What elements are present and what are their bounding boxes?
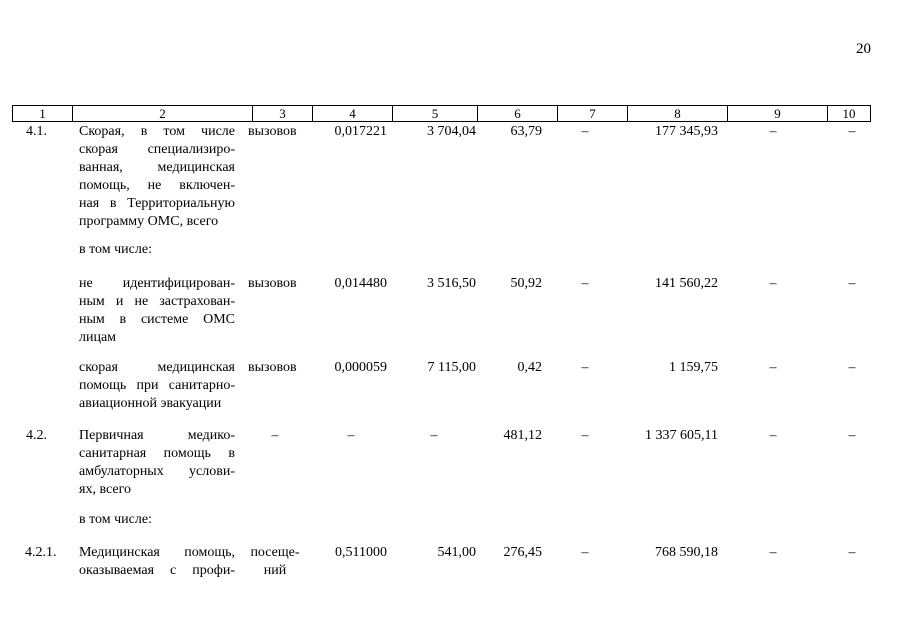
table-header-row [12, 105, 871, 123]
row-description [79, 544, 235, 580]
header-col-7: 7 [557, 105, 628, 122]
row-code: 4.2.1. [25, 545, 57, 560]
row-col5: 7 115,00 [427, 360, 476, 375]
row-col9: – [769, 276, 777, 291]
row-col5: 541,00 [437, 545, 476, 560]
row-unit: вызовов [248, 124, 297, 139]
row-code: 4.2. [26, 428, 47, 443]
desc-line: ванная, медицинская [79, 160, 235, 175]
desc-line: авиационной эвакуации [79, 396, 222, 411]
header-col-10: 10 [827, 105, 871, 122]
row-description [79, 123, 235, 231]
row-unit: – [271, 428, 279, 443]
row-col10: – [848, 276, 856, 291]
row-col8: 1 159,75 [669, 360, 718, 375]
desc-line: ная в Территориальную [79, 196, 235, 211]
row-col9: – [769, 428, 777, 443]
desc-line: амбулаторных услови- [79, 464, 235, 479]
desc-line: не идентифицирован- [79, 276, 235, 291]
row-col6: 276,45 [503, 545, 542, 560]
desc-line: программу ОМС, всего [79, 214, 219, 229]
row-unit [246, 544, 304, 580]
row-col10: – [848, 428, 856, 443]
row-col7: – [581, 360, 589, 375]
row-col4: 0,511000 [335, 545, 387, 560]
row-unit-line: посеще- [250, 545, 300, 560]
desc-line: скорая специализиро- [79, 142, 235, 157]
row-col4: 0,017221 [334, 124, 387, 139]
header-col-1: 1 [12, 105, 73, 122]
row-col10: – [848, 545, 856, 560]
row-col7: – [581, 124, 589, 139]
row-col4: 0,014480 [334, 276, 387, 291]
row-col5: – [430, 428, 438, 443]
row-col7: – [581, 276, 589, 291]
desc-line: ях, всего [79, 482, 131, 497]
row-description [79, 275, 235, 347]
header-col-3: 3 [252, 105, 313, 122]
sub-label: в том числе: [79, 242, 152, 257]
header-col-5: 5 [392, 105, 478, 122]
row-col5: 3 516,50 [427, 276, 476, 291]
row-col4: 0,000059 [334, 360, 387, 375]
desc-line: лицам [79, 330, 117, 345]
row-col6: 50,92 [510, 276, 542, 291]
header-col-9: 9 [727, 105, 828, 122]
desc-line: санитарная помощь в [79, 446, 235, 461]
row-col9: – [769, 360, 777, 375]
row-col9: – [769, 124, 777, 139]
row-col9: – [769, 545, 777, 560]
desc-line: Первичная медико- [79, 428, 235, 443]
header-col-6: 6 [477, 105, 558, 122]
row-col7: – [581, 545, 589, 560]
desc-line: помощь, не включен- [79, 178, 235, 193]
desc-line: помощь при санитарно- [79, 378, 235, 393]
header-col-4: 4 [312, 105, 393, 122]
row-unit-line: ний [263, 563, 287, 578]
row-col8: 1 337 605,11 [645, 428, 718, 443]
desc-line: Скорая, в том числе [79, 124, 235, 139]
desc-line: Медицинская помощь, [79, 545, 235, 560]
row-description [79, 427, 235, 499]
row-description [79, 359, 235, 413]
desc-line: ным в системе ОМС [79, 312, 235, 327]
row-unit: вызовов [248, 276, 297, 291]
row-col7: – [581, 428, 589, 443]
row-unit: вызовов [248, 360, 297, 375]
sub-label: в том числе: [79, 512, 152, 527]
row-col6: 0,42 [517, 360, 542, 375]
row-col8: 141 560,22 [655, 276, 718, 291]
header-col-8: 8 [627, 105, 728, 122]
desc-line: оказываемая с профи- [79, 563, 235, 578]
row-col8: 768 590,18 [655, 545, 718, 560]
desc-line: скорая медицинская [79, 360, 235, 375]
row-col8: 177 345,93 [655, 124, 718, 139]
row-col6: 63,79 [510, 124, 542, 139]
page-number: 20 [856, 41, 871, 57]
row-col10: – [848, 360, 856, 375]
row-code: 4.1. [26, 124, 47, 139]
row-col4: – [347, 428, 355, 443]
desc-line: ным и не застрахован- [79, 294, 235, 309]
row-col5: 3 704,04 [427, 124, 476, 139]
row-col10: – [848, 124, 856, 139]
row-col6: 481,12 [503, 428, 542, 443]
header-col-2: 2 [72, 105, 253, 122]
